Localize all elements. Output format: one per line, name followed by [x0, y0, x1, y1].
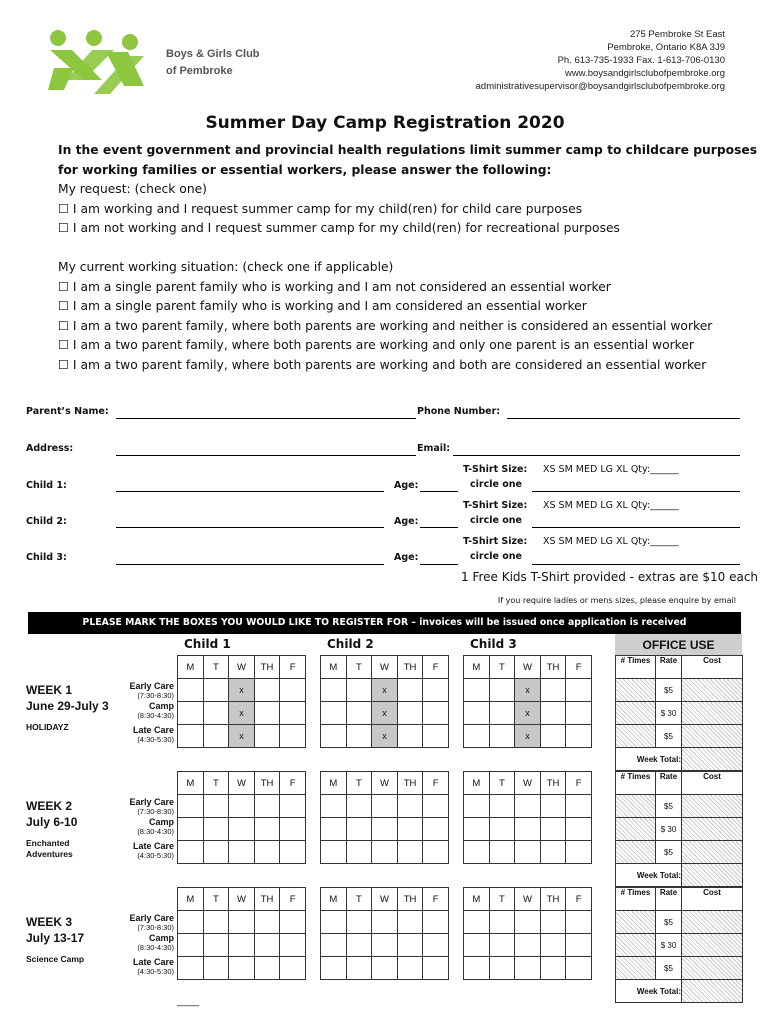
day-header: W: [229, 656, 255, 679]
day-header: F: [566, 888, 592, 911]
registration-box[interactable]: [346, 818, 372, 841]
day-header: F: [280, 888, 306, 911]
registration-box[interactable]: [540, 702, 566, 725]
day-header: TH: [397, 656, 423, 679]
week-title: WEEK 3 July 13-17: [26, 915, 85, 945]
registration-box[interactable]: [489, 957, 515, 980]
office-cost-cell[interactable]: [682, 725, 743, 748]
registration-box[interactable]: [515, 957, 541, 980]
phone-label: Phone Number:: [417, 406, 501, 417]
registration-box[interactable]: [372, 795, 398, 818]
registration-box[interactable]: [229, 795, 255, 818]
tshirt-line: [532, 564, 740, 565]
registration-box[interactable]: [566, 841, 592, 864]
office-rate-cell: $5: [656, 679, 682, 702]
child2-heading: Child 2: [327, 637, 374, 651]
office-cost-cell[interactable]: [682, 702, 743, 725]
registration-box[interactable]: [280, 841, 306, 864]
registration-box[interactable]: x: [229, 702, 255, 725]
week-theme: Enchanted Adventures: [26, 838, 73, 859]
child1-label: Child 1:: [26, 480, 67, 491]
registration-box[interactable]: [321, 934, 347, 957]
registration-box[interactable]: x: [372, 702, 398, 725]
registration-box[interactable]: [566, 795, 592, 818]
registration-box[interactable]: [397, 725, 423, 748]
registration-box[interactable]: [423, 702, 449, 725]
phone-field[interactable]: [507, 418, 740, 419]
registration-box[interactable]: [489, 795, 515, 818]
child2-label: Child 2:: [26, 516, 67, 527]
registration-box[interactable]: [566, 725, 592, 748]
registration-box[interactable]: [178, 702, 204, 725]
registration-box[interactable]: [346, 911, 372, 934]
registration-box[interactable]: [489, 841, 515, 864]
office-times-cell[interactable]: [616, 841, 656, 864]
registration-box[interactable]: [423, 795, 449, 818]
week-total-cell[interactable]: [682, 980, 743, 1003]
child3-label: Child 3:: [26, 552, 67, 563]
day-header: W: [515, 656, 541, 679]
registration-box[interactable]: [464, 818, 490, 841]
registration-box[interactable]: [346, 841, 372, 864]
day-header: W: [515, 888, 541, 911]
day-header: TH: [397, 772, 423, 795]
office-times-cell[interactable]: [616, 911, 656, 934]
office-header: Rate: [656, 656, 682, 679]
child1-name-field[interactable]: [116, 491, 384, 492]
registration-box[interactable]: [203, 702, 229, 725]
day-grid: [177, 887, 306, 980]
office-cost-cell[interactable]: [682, 818, 743, 841]
registration-box[interactable]: x: [372, 679, 398, 702]
day-header: M: [464, 888, 490, 911]
registration-box[interactable]: [489, 702, 515, 725]
week-title: WEEK 2 July 6-10: [26, 799, 78, 829]
registration-box[interactable]: [489, 934, 515, 957]
day-header: TH: [540, 888, 566, 911]
registration-box[interactable]: [321, 818, 347, 841]
registration-box[interactable]: [254, 795, 280, 818]
day-header: T: [203, 888, 229, 911]
registration-box[interactable]: [254, 911, 280, 934]
situation-option[interactable]: ☐ I am a single parent family who is working and I am not considered an essential worker: [58, 279, 611, 294]
registration-box[interactable]: [397, 841, 423, 864]
day-grid: [463, 771, 592, 864]
register-banner: PLEASE MARK THE BOXES YOU WOULD LIKE TO REGISTER FOR – invoices will be issued once application is received: [28, 612, 741, 634]
registration-box[interactable]: [178, 679, 204, 702]
registration-box[interactable]: [254, 679, 280, 702]
registration-box[interactable]: [321, 679, 347, 702]
registration-box[interactable]: [566, 911, 592, 934]
tshirt-label: T-Shirt Size: circle one: [463, 464, 528, 490]
registration-box[interactable]: [203, 934, 229, 957]
office-cost-cell[interactable]: [682, 957, 743, 980]
registration-box[interactable]: [540, 725, 566, 748]
registration-box[interactable]: [280, 725, 306, 748]
registration-box[interactable]: [464, 957, 490, 980]
registration-box[interactable]: [372, 934, 398, 957]
club-logo: [44, 28, 146, 98]
child1-age-field[interactable]: [420, 491, 458, 492]
registration-box[interactable]: x: [515, 725, 541, 748]
registration-box[interactable]: [464, 795, 490, 818]
child3-age-field[interactable]: [420, 564, 458, 565]
day-header: T: [346, 888, 372, 911]
registration-box[interactable]: [464, 725, 490, 748]
registration-box[interactable]: [280, 795, 306, 818]
day-header: F: [566, 772, 592, 795]
situation-option[interactable]: ☐ I am a two parent family, where both parents are working and both are considered an essential worker: [58, 357, 707, 372]
registration-box[interactable]: [489, 818, 515, 841]
registration-box[interactable]: [280, 911, 306, 934]
registration-box[interactable]: [464, 841, 490, 864]
office-rate-cell: $ 30: [656, 934, 682, 957]
age-label: Age:: [394, 552, 419, 563]
registration-box[interactable]: [489, 725, 515, 748]
registration-box[interactable]: [464, 911, 490, 934]
office-times-cell[interactable]: [616, 818, 656, 841]
day-header: M: [464, 772, 490, 795]
day-header: T: [489, 656, 515, 679]
day-header: F: [280, 656, 306, 679]
registration-box[interactable]: [254, 957, 280, 980]
registration-box[interactable]: [397, 934, 423, 957]
office-cost-cell[interactable]: [682, 679, 743, 702]
adult-sizes-note: If you require ladies or mens sizes, please enquire by email: [497, 596, 736, 605]
page-title: Summer Day Camp Registration 2020: [205, 113, 565, 133]
week-total-label: Week Total:: [616, 864, 682, 887]
time-slot-labels: Early Care (7:30-8:30) Camp (8:30-4:30) Late Care (4:30-5:30): [129, 797, 174, 860]
week-title: WEEK 1 June 29-July 3: [26, 683, 109, 713]
registration-box[interactable]: [423, 725, 449, 748]
office-cost-cell[interactable]: [682, 911, 743, 934]
tshirt-label: T-Shirt Size: circle one: [463, 536, 528, 562]
free-shirt-note: 1 Free Kids T-Shirt provided - extras are $10 each: [461, 570, 759, 584]
registration-box[interactable]: [540, 934, 566, 957]
registration-box[interactable]: [254, 818, 280, 841]
registration-box[interactable]: [321, 841, 347, 864]
registration-box[interactable]: [178, 795, 204, 818]
day-header: W: [229, 888, 255, 911]
registration-box[interactable]: [229, 818, 255, 841]
child3-heading: Child 3: [470, 637, 517, 651]
registration-box[interactable]: [254, 725, 280, 748]
time-slot-labels: Early Care (7:30-8:30) Camp (8:30-4:30) Late Care (4:30-5:30): [129, 913, 174, 976]
registration-box[interactable]: [321, 702, 347, 725]
day-header: TH: [254, 772, 280, 795]
office-times-cell[interactable]: [616, 957, 656, 980]
registration-box[interactable]: [423, 957, 449, 980]
office-times-cell[interactable]: [616, 795, 656, 818]
registration-box[interactable]: [203, 818, 229, 841]
day-header: T: [203, 656, 229, 679]
registration-box[interactable]: [423, 911, 449, 934]
registration-box[interactable]: [178, 957, 204, 980]
registration-box[interactable]: [280, 934, 306, 957]
registration-box[interactable]: [566, 957, 592, 980]
registration-box[interactable]: [229, 957, 255, 980]
registration-box[interactable]: [566, 679, 592, 702]
office-times-cell[interactable]: [616, 725, 656, 748]
office-header: Rate: [656, 772, 682, 795]
registration-box[interactable]: [423, 818, 449, 841]
registration-box[interactable]: [178, 934, 204, 957]
registration-box[interactable]: [321, 725, 347, 748]
registration-box[interactable]: [178, 911, 204, 934]
registration-box[interactable]: [566, 934, 592, 957]
age-label: Age:: [394, 516, 419, 527]
day-header: T: [489, 772, 515, 795]
office-header: Cost: [682, 772, 743, 795]
situation-option[interactable]: ☐ I am a single parent family who is working and I am considered an essential worker: [58, 299, 587, 314]
day-header: T: [203, 772, 229, 795]
registration-box[interactable]: [254, 702, 280, 725]
day-header: F: [423, 772, 449, 795]
registration-box[interactable]: [346, 934, 372, 957]
parent-name-label: Parent’s Name:: [26, 406, 109, 417]
day-header: T: [346, 656, 372, 679]
registration-box[interactable]: [397, 795, 423, 818]
registration-box[interactable]: [203, 725, 229, 748]
email-field[interactable]: [453, 455, 740, 456]
registration-box[interactable]: [229, 934, 255, 957]
registration-box[interactable]: [229, 841, 255, 864]
registration-box[interactable]: [540, 795, 566, 818]
office-times-cell[interactable]: [616, 934, 656, 957]
registration-box[interactable]: [515, 841, 541, 864]
registration-box[interactable]: [321, 911, 347, 934]
registration-box[interactable]: [489, 679, 515, 702]
office-rate-cell: $ 30: [656, 702, 682, 725]
tshirt-sizes[interactable]: XS SM MED LG XL Qty:______: [543, 464, 679, 475]
registration-box[interactable]: [203, 957, 229, 980]
registration-box[interactable]: [372, 957, 398, 980]
office-rate-cell: $5: [656, 841, 682, 864]
office-header: # Times: [616, 888, 656, 911]
registration-box[interactable]: [397, 702, 423, 725]
tshirt-sizes[interactable]: XS SM MED LG XL Qty:______: [543, 500, 679, 511]
day-header: W: [372, 656, 398, 679]
office-cost-cell[interactable]: [682, 841, 743, 864]
week-total-label: Week Total:: [616, 980, 682, 1003]
situation-option[interactable]: ☐ I am a two parent family, where both parents are working and neither is considered an essential worker: [58, 318, 713, 333]
registration-box[interactable]: [515, 818, 541, 841]
registration-box[interactable]: x: [229, 725, 255, 748]
day-header: T: [489, 888, 515, 911]
registration-box[interactable]: [203, 911, 229, 934]
registration-box[interactable]: [280, 818, 306, 841]
registration-box[interactable]: [397, 818, 423, 841]
registration-box[interactable]: [464, 702, 490, 725]
child1-heading: Child 1: [184, 637, 231, 651]
registration-box[interactable]: x: [372, 725, 398, 748]
day-header: M: [321, 656, 347, 679]
registration-box[interactable]: [566, 818, 592, 841]
day-header: TH: [540, 656, 566, 679]
day-header: M: [178, 772, 204, 795]
registration-box[interactable]: [203, 795, 229, 818]
registration-box[interactable]: [464, 679, 490, 702]
office-times-cell[interactable]: [616, 702, 656, 725]
footer-mark: ____: [177, 996, 200, 1007]
day-header: M: [464, 656, 490, 679]
intro-block: In the event government and provincial health regulations limit summer camp to childcare purposes for working families or essential workers, please answer the following: My request: (check one) ☐ I am working and I request summer camp for my child(ren) for child care purposes ☐ I am not working and I request summer camp for my child(ren) for recreational purposes My current working situation: (check one if applicable) ☐ I am a single parent family who is working and I am not considered an essential worker ☐ I am a single parent family who is working and I am considered an essential worker ☐ I am a two parent family, where both parents are working and neither is considered an essential worker ☐ I am a two parent family, where both parents are working and only one parent is an essential worker ☐ I am a two parent family, where both parents are working and both are considered an essential worker: [58, 141, 757, 376]
office-header: Cost: [682, 888, 743, 911]
registration-box[interactable]: [321, 957, 347, 980]
day-header: TH: [397, 888, 423, 911]
request-option[interactable]: ☐ I am not working and I request summer camp for my child(ren) for recreational purposes: [58, 221, 620, 236]
office-rate-cell: $5: [656, 725, 682, 748]
registration-box[interactable]: [540, 957, 566, 980]
registration-box[interactable]: [540, 818, 566, 841]
registration-box[interactable]: [346, 795, 372, 818]
day-grid: [463, 655, 592, 748]
office-header: # Times: [616, 772, 656, 795]
registration-box[interactable]: [540, 911, 566, 934]
tshirt-sizes[interactable]: XS SM MED LG XL Qty:______: [543, 536, 679, 547]
registration-box[interactable]: [280, 957, 306, 980]
day-header: F: [566, 656, 592, 679]
day-grid: [177, 771, 306, 864]
day-header: W: [372, 772, 398, 795]
day-header: TH: [254, 888, 280, 911]
office-table: [615, 771, 743, 887]
week-total-cell[interactable]: [682, 748, 743, 771]
time-slot-labels: Early Care (7:30-8:30) Camp (8:30-4:30) Late Care (4:30-5:30): [129, 681, 174, 744]
day-grid: [320, 655, 449, 748]
week-total-cell[interactable]: [682, 864, 743, 887]
child2-name-field[interactable]: [116, 527, 384, 528]
registration-box[interactable]: [515, 911, 541, 934]
registration-box[interactable]: [515, 795, 541, 818]
registration-box[interactable]: [280, 679, 306, 702]
registration-box[interactable]: [397, 679, 423, 702]
office-rate-cell: $5: [656, 957, 682, 980]
email-label: Email:: [417, 443, 451, 454]
office-use-heading: OFFICE USE: [615, 634, 742, 656]
registration-box[interactable]: [566, 702, 592, 725]
registration-box[interactable]: [203, 679, 229, 702]
day-grid: [320, 887, 449, 980]
registration-box[interactable]: [254, 934, 280, 957]
office-table: [615, 887, 743, 1003]
day-header: M: [321, 772, 347, 795]
day-header: T: [346, 772, 372, 795]
registration-box[interactable]: [372, 911, 398, 934]
registration-box[interactable]: [178, 841, 204, 864]
office-header: # Times: [616, 656, 656, 679]
day-header: W: [372, 888, 398, 911]
registration-box[interactable]: [489, 911, 515, 934]
registration-box[interactable]: [372, 841, 398, 864]
office-rate-cell: $5: [656, 795, 682, 818]
registration-box[interactable]: [423, 934, 449, 957]
tshirt-line: [532, 527, 740, 528]
registration-box[interactable]: [203, 841, 229, 864]
week-theme: Science Camp: [26, 954, 85, 964]
office-header: Rate: [656, 888, 682, 911]
registration-box[interactable]: [346, 725, 372, 748]
day-header: F: [423, 888, 449, 911]
registration-box[interactable]: [397, 957, 423, 980]
day-grid: [463, 887, 592, 980]
registration-box[interactable]: [280, 702, 306, 725]
week-theme: HOLIDAYZ: [26, 722, 69, 732]
day-header: M: [321, 888, 347, 911]
day-header: TH: [254, 656, 280, 679]
office-rate-cell: $ 30: [656, 818, 682, 841]
age-label: Age:: [394, 480, 419, 491]
club-address: 275 Pembroke St East Pembroke, Ontario K8A 3J9 Ph. 613-735-1933 Fax. 1-613-706-0130 www.boysandgirlsclubofpembroke.org administrativesupervisor@boysandgirlsclubofpembroke.org: [475, 29, 725, 92]
tshirt-label: T-Shirt Size: circle one: [463, 500, 528, 526]
registration-box[interactable]: [178, 818, 204, 841]
child3-name-field[interactable]: [116, 564, 384, 565]
day-header: M: [178, 888, 204, 911]
office-cost-cell[interactable]: [682, 934, 743, 957]
registration-box[interactable]: [178, 725, 204, 748]
day-header: F: [423, 656, 449, 679]
day-header: F: [280, 772, 306, 795]
day-header: W: [515, 772, 541, 795]
week-total-label: Week Total:: [616, 748, 682, 771]
registration-box[interactable]: [423, 841, 449, 864]
org-name: Boys & Girls Club of Pembroke: [166, 48, 260, 77]
registration-box[interactable]: [346, 702, 372, 725]
registration-box[interactable]: x: [229, 679, 255, 702]
tshirt-line: [532, 491, 740, 492]
request-option[interactable]: ☐ I am working and I request summer camp for my child(ren) for child care purposes: [58, 201, 583, 216]
registration-box[interactable]: [229, 911, 255, 934]
registration-box[interactable]: [254, 841, 280, 864]
address-label: Address:: [26, 443, 74, 454]
situation-option[interactable]: ☐ I am a two parent family, where both parents are working and only one parent is an essential worker: [58, 338, 694, 353]
day-header: M: [178, 656, 204, 679]
day-grid: [320, 771, 449, 864]
office-table: [615, 655, 743, 771]
day-header: TH: [540, 772, 566, 795]
registration-box[interactable]: [423, 679, 449, 702]
office-rate-cell: $5: [656, 911, 682, 934]
office-times-cell[interactable]: [616, 679, 656, 702]
day-header: W: [229, 772, 255, 795]
parent-name-field[interactable]: [116, 418, 416, 419]
office-header: Cost: [682, 656, 743, 679]
registration-box[interactable]: [346, 679, 372, 702]
registration-box[interactable]: [346, 957, 372, 980]
day-grid: [177, 655, 306, 748]
address-field[interactable]: [116, 455, 416, 456]
registration-box[interactable]: [464, 934, 490, 957]
registration-box[interactable]: [321, 795, 347, 818]
registration-box[interactable]: [540, 841, 566, 864]
registration-box[interactable]: [397, 911, 423, 934]
registration-box[interactable]: [515, 934, 541, 957]
registration-box[interactable]: [540, 679, 566, 702]
child2-age-field[interactable]: [420, 527, 458, 528]
registration-box[interactable]: x: [515, 679, 541, 702]
registration-box[interactable]: [372, 818, 398, 841]
registration-box[interactable]: x: [515, 702, 541, 725]
office-cost-cell[interactable]: [682, 795, 743, 818]
